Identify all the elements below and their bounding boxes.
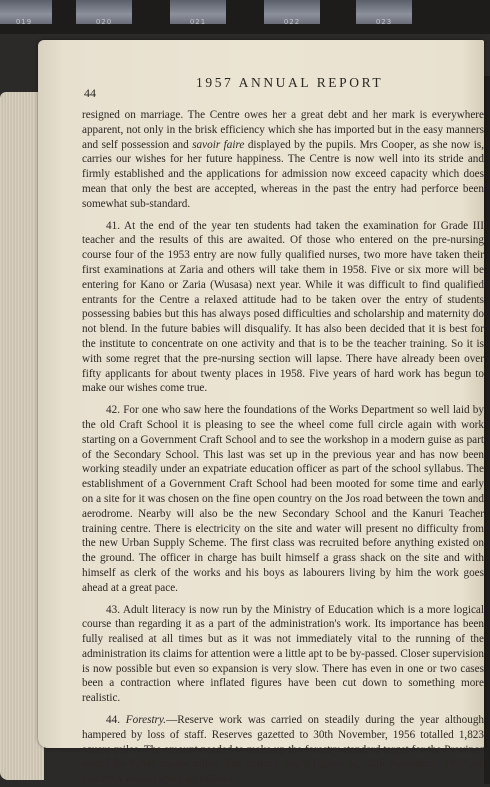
binding-edge bbox=[484, 76, 490, 784]
paragraph-text: 42. For one who saw here the foundations of the Works Department so well laid by the old Craft School it is pleasing to see the wheel come full circle again with work starting on a Government Craft School and to see the workshop in a modern guise as part of the Secondary School. This last was set up in the previous year and has now been working steadily under an expatriate education officer as part of the school syllabus. The establishment of a Government Craft School had been mooted for some time and early on a site for it was chosen on the fine open country on the Jos road between the town and aerodrome. Nearby will also be the new Secondary School and the Kanuri Teacher training centre. There is electricity on the site and water will present no difficulty from the new Urban Supply Scheme. The first class was recruited before anything existed on the ground. The officer in charge has built himself a grass shack on the site and with himself as clerk of the works and his boys as labourers living by him the work goes ahead at a great pace. bbox=[82, 404, 484, 594]
paragraph-42 bbox=[82, 403, 484, 595]
film-frame-number: 022 bbox=[283, 18, 301, 26]
film-frame-number: 023 bbox=[375, 18, 393, 26]
running-title: 1957 ANNUAL REPORT bbox=[196, 75, 384, 90]
paragraph-text: displayed by the pupils. Mrs Cooper, as she now is, carries our wishes for her future happiness. The Centre is now well into its stride and firmly established and the applications for admission now exceed capacity which does mean that only the best are accepted, whereas in the past the entry had perforce been somewhat sub-standard. bbox=[82, 138, 484, 210]
paragraph-text: resigned on marriage. The Centre owes her a great debt and her mark is everywhere apparent, not only in the brisk efficiency which she has imported but in the easy manners and self possession and bbox=[82, 109, 484, 151]
paragraph-43 bbox=[82, 603, 484, 707]
paragraph-text: —Reserve work was carried on steadily during the year although hampered by loss of staff. Reserves gazetted to 30th November, 1956 totalled 1,823 square miles. The amount needed to make up the forestry standard target for the Province would be 9,000 square miles. The current year's figures to, 30th November, 1957 are distinctly encouraging, as follows:— bbox=[82, 714, 485, 786]
italic-text: savoir faire bbox=[192, 138, 245, 151]
body-text bbox=[82, 108, 484, 787]
film-frame-number: 019 bbox=[15, 18, 33, 26]
paragraph-text: 43. Adult literacy is now run by the Ministry of Education which is a more logical course than regarding it as a part of the administration's work. Its importance has been fully realised at all times but as it was not immediately vital to the running of the administration its claims for attention were a little apt to be by-passed. Closer supervision is now possible but even so expansion is very slow. There has even in one or two cases been a contraction where inflated figures have been cut down to something more realistic. bbox=[82, 603, 484, 705]
paragraph-41 bbox=[82, 219, 484, 397]
paragraph-text: 44. bbox=[106, 714, 126, 727]
film-strip bbox=[0, 0, 490, 34]
page-header bbox=[84, 72, 484, 100]
paragraph-text: 41. At the end of the year ten students had taken the examination for Grade III teacher and the results of this are awaited. Of those who entered on the pre-nursing course four of the 1953 entry are now fully qualified nurses, two more have taken their first examinations at Zaria and others will take them in 1958. Five or six more will be entering for Kano or Zaria (Wusasa) next year. While it was difficult to find qualified entrants for the Centre a relaxed attitude had to be taken over the entry of students possessing babies but this has always posed difficulties and scholarship and maternity do not blend. In the future babies will disqualify. It has also been decided that it is best for the institute to concentrate on one activity and that is to be the teacher training. So it is with some regret that the pre-nursing section will lapse. There have already been over fifty applicants for about twenty places in 1958. Five years of hard work has begun to make our wishes come true. bbox=[82, 219, 484, 395]
page-number: 44 bbox=[84, 86, 96, 100]
italic-text: Forestry. bbox=[125, 714, 167, 727]
paragraph-resigned bbox=[82, 108, 484, 212]
paragraph-44 bbox=[82, 713, 484, 787]
film-frame-number: 021 bbox=[189, 18, 207, 26]
film-frame-number: 020 bbox=[95, 18, 113, 26]
